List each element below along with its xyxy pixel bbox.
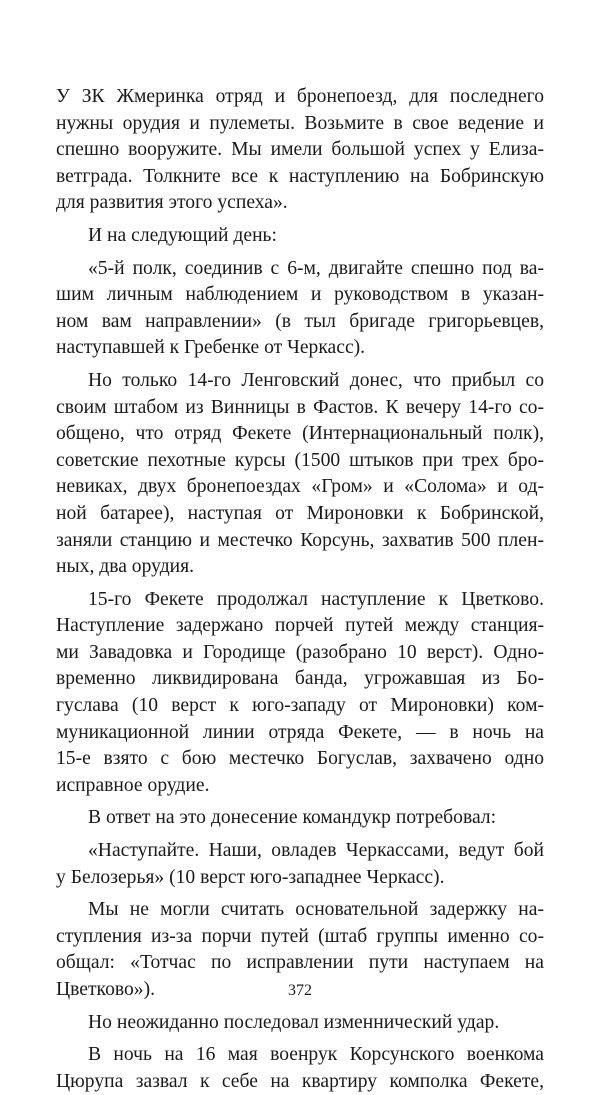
text-line: ветграда. Толкните все к наступлению на Бобринскую xyxy=(56,165,544,187)
text-line: ных, два орудия. xyxy=(56,556,195,578)
text-line: Цветково»). xyxy=(56,979,156,1000)
text-line: 15-го Фекете продолжал наступление к Цветково. xyxy=(88,588,544,610)
text-line: нужны орудия и пулеметы. Возьмите в свое ведение и xyxy=(56,112,544,134)
text-line: гуслава (10 верст к юго-западу от Мироновки) ком- xyxy=(56,695,544,717)
text-line: У ЗК Жмеринка отряд и бронепоезд, для последнего xyxy=(56,86,544,107)
text-line: для развития этого успеха». xyxy=(56,192,288,214)
paragraph xyxy=(56,1042,544,1095)
paragraph xyxy=(56,587,544,800)
text-line: В ответ на это донесение командукр потребовал: xyxy=(88,807,497,829)
text-line: Но неожиданно последовал изменнический удар. xyxy=(88,1011,500,1033)
page-number: 372 xyxy=(288,982,312,999)
text-line: Но только 14-го Ленговский донес, что прибыл со xyxy=(88,369,544,391)
text-line: общено, что отряд Фекете (Интернациональный полк), xyxy=(56,423,544,445)
paragraph xyxy=(56,256,544,362)
paragraph xyxy=(56,805,544,832)
text-line: ной батарее), наступая от Мироновки к Бобринской, xyxy=(56,502,544,524)
text-line: исправное орудие. xyxy=(56,774,210,796)
text-line: Мы не могли считать основательной задержку на- xyxy=(88,899,544,921)
text-line: «Наступайте. Наши, овладев Черкассами, ведут бой xyxy=(88,840,544,862)
text-line: невиках, двух бронепоездах «Гром» и «Солома» и од- xyxy=(56,476,544,498)
text-line: «5-й полк, соединив с 6-м, двигайте спешно под ва- xyxy=(88,257,544,279)
text-line: у Белозерья» (10 верст юго-западнее Черкасс). xyxy=(56,866,445,888)
paragraph xyxy=(56,84,544,217)
text-line: наступавшей к Гребенке от Черкасс). xyxy=(56,337,366,359)
text-line: общал: «Тотчас по исправлении пути наступаем на xyxy=(56,952,544,974)
text-line: В ночь на 16 мая военрук Корсунского военкома xyxy=(88,1044,544,1066)
text-line: ступления из-за порчи путей (штаб группы именно со- xyxy=(56,925,544,947)
text-line: Наступление задержано порчей путей между станция- xyxy=(56,615,544,637)
text-line: 15-е взято с бою местечко Богуслав, захвачено одно xyxy=(56,748,544,770)
text-line: Цюрупа зазвал к себе на квартиру комполка Фекете, xyxy=(56,1070,544,1092)
body-text xyxy=(56,84,544,1095)
paragraph xyxy=(56,838,544,891)
paragraph xyxy=(56,368,544,581)
text-line: своим штабом из Винницы в Фастов. К вечеру 14-го со- xyxy=(56,396,544,418)
text-line: муникационной линии отряда Фекете, — в ночь на xyxy=(56,721,544,743)
text-line: ми Завадовка и Городище (разобрано 10 верст). Одно- xyxy=(56,641,544,663)
text-line: временно ликвидирована банда, угрожавшая из Бо- xyxy=(56,668,544,690)
text-line: заняли станцию и местечко Корсунь, захватив 500 плен- xyxy=(56,529,544,551)
text-line: И на следующий день: xyxy=(88,224,277,246)
text-line: советские пехотные курсы (1500 штыков при трех бро- xyxy=(56,449,544,471)
text-line: ном вам направлении» (в тыл бригаде григорьевцев, xyxy=(56,310,544,332)
text-line: спешно вооружите. Мы имели большой успех у Елиза- xyxy=(56,139,544,161)
paragraph xyxy=(56,1010,544,1037)
paragraph xyxy=(56,223,544,250)
text-line: шим личным наблюдением и руководством в указан- xyxy=(56,284,544,306)
